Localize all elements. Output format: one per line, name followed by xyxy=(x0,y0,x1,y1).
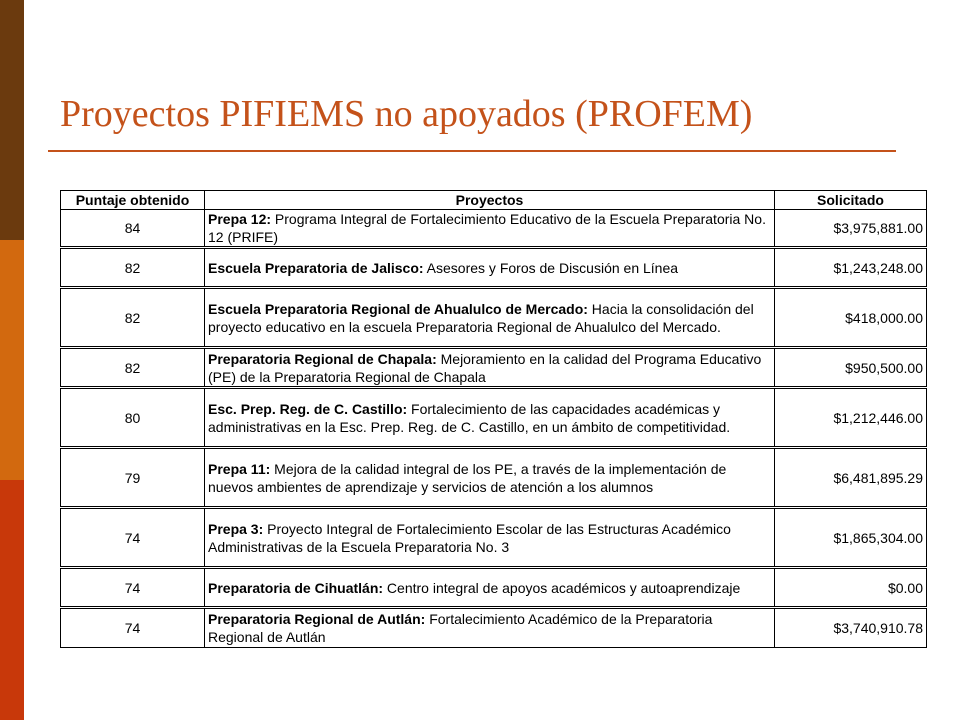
project-cell xyxy=(205,348,775,388)
school-name: Preparatoria de Cihuatlán: xyxy=(208,579,384,596)
header-score: Puntaje obtenido xyxy=(61,191,205,210)
project-description: Asesores y Foros de Discusión en Línea xyxy=(423,259,679,276)
title-underline xyxy=(48,150,896,152)
project-description: Fortalecimiento Académico de la Preparatoria Regional de Autlán xyxy=(208,611,713,645)
table-row xyxy=(61,348,927,388)
projects-table xyxy=(60,190,927,648)
school-name: Escuela Preparatoria Regional de Ahualulco de Mercado: xyxy=(208,300,588,317)
project-description: Mejora de la calidad integral de los PE, a través de la implementación de nuevos ambientes de aprendizaje y servicios de atención a los alumnos xyxy=(208,460,727,495)
table-row xyxy=(61,388,927,448)
accent-bar-top xyxy=(0,0,24,240)
requested-amount-cell: $418,000.00 xyxy=(775,288,927,348)
score-cell: 82 xyxy=(61,248,205,288)
score-cell: 74 xyxy=(61,508,205,568)
requested-amount-cell: $3,975,881.00 xyxy=(775,210,927,248)
project-cell xyxy=(205,508,775,568)
project-cell xyxy=(205,248,775,288)
table-row xyxy=(61,608,927,648)
school-name: Escuela Preparatoria de Jalisco: xyxy=(208,259,424,276)
score-cell: 82 xyxy=(61,288,205,348)
project-description: Programa Integral de Fortalecimiento Educativo de la Escuela Preparatoria No. 12 (PRIFE) xyxy=(208,211,766,245)
requested-amount-cell: $1,243,248.00 xyxy=(775,248,927,288)
project-description: Centro integral de apoyos académicos y autoaprendizaje xyxy=(383,579,741,596)
table-row xyxy=(61,288,927,348)
project-cell xyxy=(205,448,775,508)
school-name: Preparatoria Regional de Chapala: xyxy=(208,350,437,367)
table-row xyxy=(61,448,927,508)
project-cell xyxy=(205,568,775,608)
slide-title: Proyectos PIFIEMS no apoyados (PROFEM) xyxy=(60,93,753,135)
score-cell: 79 xyxy=(61,448,205,508)
table-row xyxy=(61,248,927,288)
score-cell: 74 xyxy=(61,568,205,608)
project-cell xyxy=(205,608,775,648)
requested-amount-cell: $3,740,910.78 xyxy=(775,608,927,648)
table-header-row xyxy=(61,191,927,210)
school-name: Prepa 12: xyxy=(208,211,272,227)
table-row xyxy=(61,508,927,568)
table-row xyxy=(61,210,927,248)
project-description: Hacia la consolidación del proyecto educativo en la escuela Preparatoria Regional de Ahualulco del Mercado. xyxy=(208,300,754,335)
requested-amount-cell: $1,865,304.00 xyxy=(775,508,927,568)
requested-amount-cell: $0.00 xyxy=(775,568,927,608)
school-name: Prepa 11: xyxy=(208,460,271,477)
table-row xyxy=(61,568,927,608)
project-description: Mejoramiento en la calidad del Programa Educativo (PE) de la Preparatoria Regional de Chapala xyxy=(208,350,762,385)
header-projects: Proyectos xyxy=(205,191,775,210)
score-cell: 84 xyxy=(61,210,205,248)
project-description: Proyecto Integral de Fortalecimiento Escolar de las Estructuras Académico Administrativas de la Escuela Preparatoria No. 3 xyxy=(208,520,731,555)
school-name: Esc. Prep. Reg. de C. Castillo: xyxy=(208,400,408,417)
requested-amount-cell: $6,481,895.29 xyxy=(775,448,927,508)
project-cell xyxy=(205,288,775,348)
header-requested: Solicitado xyxy=(775,191,927,210)
accent-bar-middle xyxy=(0,240,24,480)
project-cell xyxy=(205,210,775,248)
school-name: Prepa 3: xyxy=(208,520,264,537)
score-cell: 80 xyxy=(61,388,205,448)
project-description: Fortalecimiento de las capacidades académicas y administrativas en la Esc. Prep. Reg. de C. Castillo, en un ámbito de competitividad. xyxy=(208,400,731,435)
requested-amount-cell: $1,212,446.00 xyxy=(775,388,927,448)
score-cell: 74 xyxy=(61,608,205,648)
accent-bar-bottom xyxy=(0,480,24,720)
school-name: Preparatoria Regional de Autlán: xyxy=(208,611,426,627)
score-cell: 82 xyxy=(61,348,205,388)
requested-amount-cell: $950,500.00 xyxy=(775,348,927,388)
project-cell xyxy=(205,388,775,448)
